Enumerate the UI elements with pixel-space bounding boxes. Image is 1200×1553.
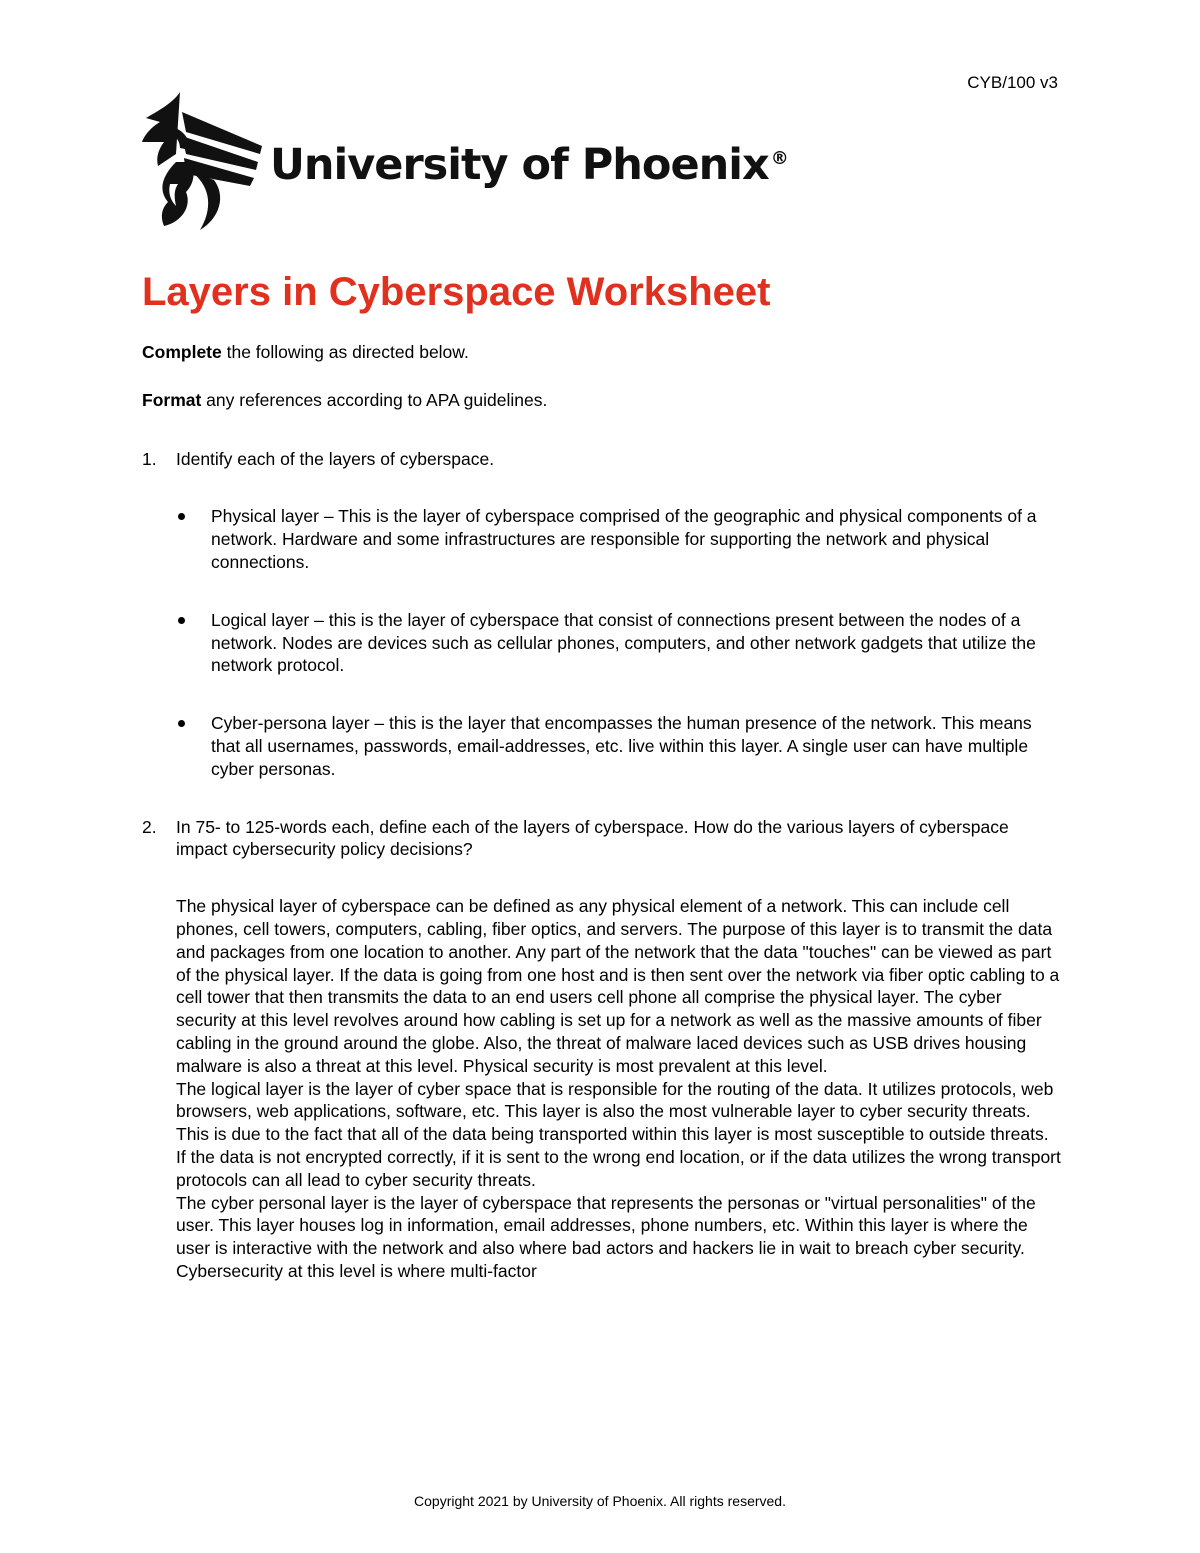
question-text: Identify each of the layers of cyberspace. [176, 448, 495, 469]
bullet-icon [176, 609, 211, 677]
worksheet-body [142, 341, 1062, 1283]
layer-list [142, 505, 1062, 780]
page-title: Layers in Cyberspace Worksheet [142, 270, 771, 314]
answer-paragraph-physical: The physical layer of cyberspace can be defined as any physical element of a network. This can include cell phones, cell towers, computers, cabling, fiber optics, and servers. The purpose of this layer is to transmit the data and packages from one location to another. Any part of the network that the data "touches" can be viewed as part of the physical layer. If the data is going from one host and is then sent over the network via fiber optic cabling to a cell tower that then transmits the data to an end users cell phone all comprise the physical layer. The cyber security at this level revolves around how cabling is set up for a network as well as the massive amounts of fiber cabling in the ground around the globe. Also, the threat of malware laced devices such as USB drives housing malware is also a threat at this level. Physical security is most prevalent at this level. [176, 896, 1060, 1076]
university-logo [142, 92, 788, 230]
university-name: University of Phoenix ® [270, 140, 788, 190]
list-item: Logical layer – this is the layer of cyberspace that consist of connections present between the nodes of a network. Nodes are devices such as cellular phones, computers, and other network gadgets that utilize the network protocol. [176, 609, 1062, 677]
question-2 [142, 816, 1062, 862]
question-text: In 75- to 125-words each, define each of the layers of cyberspace. How do the various layers of cyberspace impact cybersecurity policy decisions? [176, 816, 1009, 860]
instruction-format: Format any references according to APA guidelines. [142, 389, 548, 410]
question-number: 2. [142, 816, 157, 837]
instruction-complete: Complete the following as directed below. [142, 342, 469, 362]
list-item: Cyber-persona layer – this is the layer that encompasses the human presence of the network. This means that all usernames, passwords, email-addresses, etc. live within this layer. A single user can have multiple cyber personas. [176, 712, 1062, 780]
copyright-footer: Copyright 2021 by University of Phoenix. All rights reserved. [414, 1493, 786, 1509]
bullet-icon [176, 712, 211, 780]
phoenix-bird-icon [142, 92, 262, 230]
question-1 [142, 448, 1062, 471]
bullet-icon [176, 505, 211, 573]
answer-paragraph-persona: The cyber personal layer is the layer of cyberspace that represents the personas or "virtual personalities" of the user. This layer houses log in information, email addresses, phone numbers, etc. Within this layer is where the user is interactive with the network and also where bad actors and hackers lie in wait to breach cyber security. Cybersecurity at this level is where multi-factor [176, 1192, 1036, 1281]
answer-section [142, 895, 1062, 1283]
answer-paragraph-logical: The logical layer is the layer of cyber space that is responsible for the routing of the data. It utilizes protocols, web browsers, web applications, software, etc. This layer is also the most vulnerable layer to cyber security threats. This is due to the fact that all of the data being transported within this layer is most susceptible to outside threats. If the data is not encrypted correctly, if it is sent to the wrong end location, or if the data utilizes the wrong transport protocols can all lead to cyber security threats. [176, 1078, 1061, 1190]
list-item: Physical layer – This is the layer of cyberspace comprised of the geographic and physical components of a network. Hardware and some infrastructures are responsible for supporting the network and physical connections. [176, 505, 1062, 573]
course-code: CYB/100 v3 [967, 73, 1058, 92]
question-number: 1. [142, 448, 157, 469]
